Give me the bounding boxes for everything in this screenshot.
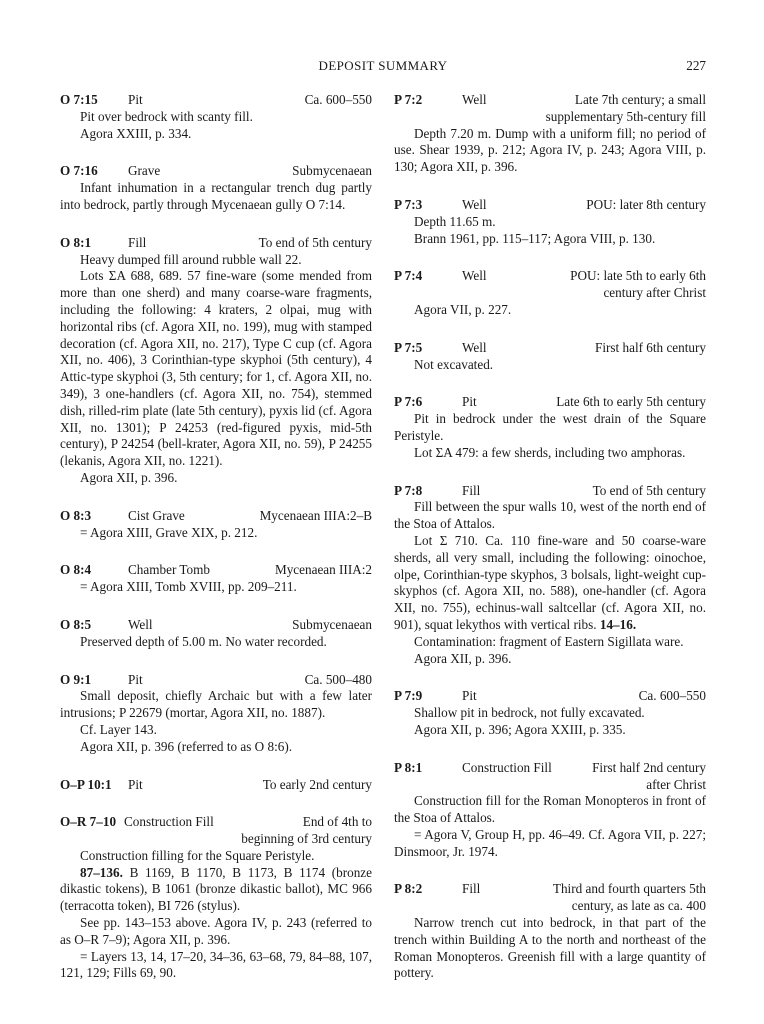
deposit-date: Late 6th to early 5th century [556,394,706,410]
entry-reference: See pp. 143–153 above. Agora IV, p. 243 (referred to as O–R 7–9); Agora XII, p. 396. [60,915,372,947]
entry-text: Pit over bedrock with scanty fill. [80,108,253,124]
deposit-date: Submycenaean [292,616,372,632]
deposit-date: Mycenaean IIIA:2–B [259,507,372,523]
deposit-date: Submycenaean [292,163,372,179]
entry-heading [60,777,372,794]
entry-heading [394,483,706,500]
entry-heading [394,688,706,705]
entry-reference: Agora XII, p. 396; Agora XXIII, p. 335. [414,721,626,737]
entry-heading [394,394,706,411]
deposit-entry [60,562,372,596]
entry-heading [394,881,706,898]
deposit-type: Well [128,616,153,632]
deposit-date: End of 4th to [302,814,372,830]
deposit-type: Pit [128,92,143,107]
entry-reference: Brann 1961, pp. 115–117; Agora VIII, p. 130. [414,230,656,246]
entry-text: Cf. Layer 143. [80,721,157,737]
catalogue-range: 87–136. [80,864,123,880]
entry-text: Fill between the spur walls 10, west of the north end of the Stoa of Attalos. [394,499,706,532]
deposit-entry [60,163,372,213]
deposit-entry [60,92,372,142]
deposit-type: Fill [462,881,481,897]
entry-heading [60,562,372,579]
entry-text: Shallow pit in bedrock, not fully excavated. [414,705,645,721]
deposit-entry [394,92,706,176]
entry-text: Construction fill for the Roman Monopteros in front of the Stoa of Attalos. [394,793,706,826]
deposit-date: Ca. 500–480 [304,671,372,687]
deposit-number: P 7:9 [394,688,423,704]
deposit-date: To early 2nd century [262,776,372,792]
deposit-number: O 7:16 [60,163,98,179]
deposit-date: Late 7th century; a small [574,92,706,107]
entry-text: Not excavated. [414,356,494,372]
deposit-date-continued: beginning of 3rd century [241,831,372,847]
deposit-entry [394,268,706,318]
deposit-number: P 7:6 [394,394,423,410]
deposit-entry [60,777,372,794]
entry-reference: Agora XII, p. 396. [80,469,178,485]
deposit-entry [60,814,372,982]
deposit-date-continued: after Christ [646,776,706,792]
entry-reference: = Layers 13, 14, 17–20, 34–36, 63–68, 79, 84–88, 107, 121, 129; Fills 69, 90. [60,948,372,981]
entry-heading [60,617,372,634]
entry-heading [394,268,706,285]
deposit-date-continued: century after Christ [603,285,706,301]
deposit-number: O 8:3 [60,507,92,523]
entry-text: Lot ΣΑ 479: a few sherds, including two amphoras. [414,444,686,460]
entry-heading [60,235,372,252]
entry-heading [394,92,706,109]
catalogue-range: 14–16. [599,616,637,632]
deposit-number: O 8:1 [60,234,92,250]
deposit-type: Pit [128,776,143,792]
deposit-entry [60,617,372,651]
entry-heading [60,814,372,831]
entry-reference: Agora XII, p. 396 (referred to as O 8:6). [80,738,293,754]
deposit-number: P 7:3 [394,196,423,212]
deposit-number: O–P 10:1 [60,776,112,792]
entry-text: Pit in bedrock under the west drain of the Square Peristyle. [394,411,706,443]
entry-heading [60,163,372,180]
deposit-number: P 7:5 [394,339,423,355]
deposit-number: P 7:8 [394,482,423,498]
deposit-entry [394,340,706,374]
deposit-type: Grave [128,163,161,179]
deposit-entry [60,672,372,756]
deposit-type: Pit [128,671,143,687]
right-column [394,92,706,982]
deposit-type: Well [462,92,487,107]
entry-text-body: Lot Σ 710. Ca. 110 fine-ware and 50 coarse-ware sherds, all very small, including the following: oinochoe, olpe, Corinthian-type skyphos, 3 bolsals, light-weight cup-skyphos (cf. Agora XII, no. 588), one-handler (cf. Agora XII, no. 755), echinus-wall saltcellar (cf. Agora XII, no. 901), squat lekythos with vertical ribs. [394,532,706,632]
deposit-type: Well [462,268,487,284]
deposit-number: O 9:1 [60,671,92,687]
entry-reference: = Agora XIII, Grave XIX, p. 212. [80,524,258,540]
deposit-number: O 8:4 [60,562,92,578]
deposit-date: Ca. 600–550 [304,92,372,107]
deposit-number: O 8:5 [60,616,92,632]
entry-text: Depth 11.65 m. [414,213,496,229]
entry-text-body: B 1169, B 1170, B 1173, B 1174 (bronze dikastic tokens), B 1061 (bronze dikastic ballot), MC 966 (terracotta token), BI 726 (stylus). [60,864,373,914]
entry-text: Heavy dumped fill around rubble wall 22. [80,251,302,267]
deposit-type: Fill [128,234,147,250]
entry-text: Narrow trench cut into bedrock, in that part of the trench within Building A to the north and northeast of the Roman Monopteros. Greenish fill with a large quantity of pottery. [394,915,706,981]
deposit-date: First half 2nd century [592,759,706,775]
entry-text: Infant inhumation in a rectangular trench dug partly into bedrock, partly through Mycenaean gully O 7:14. [60,180,372,212]
deposit-entry [394,483,706,668]
deposit-entry [394,197,706,247]
deposit-number: O–R 7–10 [60,814,117,830]
deposit-entry [60,508,372,542]
deposit-entry [60,235,372,487]
deposit-entry [394,881,706,982]
deposit-number: P 8:1 [394,759,423,775]
deposit-type: Well [462,339,487,355]
deposit-date: To end of 5th century [258,234,372,250]
deposit-date: POU: later 8th century [586,196,706,212]
left-column [60,92,372,982]
entry-text [394,533,706,634]
deposit-number: O 7:15 [60,92,98,107]
entry-heading [394,340,706,357]
deposit-entry [394,760,706,861]
entry-reference: Agora XXIII, p. 334. [80,125,192,141]
entry-text: Contamination: fragment of Eastern Sigillata ware. [414,633,684,649]
entry-text [60,865,372,915]
deposit-type: Chamber Tomb [128,562,210,578]
deposit-date: Mycenaean IIIA:2 [274,562,372,578]
page-header [60,58,706,76]
deposit-entry [394,688,706,738]
entry-reference: Agora VII, p. 227. [414,301,512,317]
deposit-type: Pit [462,688,477,704]
deposit-date-continued: century, as late as ca. 400 [571,898,706,914]
deposit-type: Construction Fill [124,814,214,830]
entry-text: Preserved depth of 5.00 m. No water recorded. [80,633,327,649]
running-title: DEPOSIT SUMMARY [318,58,448,73]
deposit-date: To end of 5th century [592,482,706,498]
entry-heading [60,672,372,689]
deposit-entry [394,394,706,461]
entry-text: Construction filling for the Square Peristyle. [80,847,315,863]
deposit-number: P 7:4 [394,268,423,284]
deposit-date-continued: supplementary 5th-century fill [545,108,706,124]
deposit-date: First half 6th century [595,339,706,355]
entry-heading [60,508,372,525]
entry-reference: = Agora V, Group H, pp. 46–49. Cf. Agora VII, p. 227; Dinsmoor, Jr. 1974. [394,826,706,859]
entry-heading [394,760,706,777]
deposit-type: Well [462,196,487,212]
entry-heading [60,92,372,109]
entry-text: Lots ΣΑ 688, 689. 57 fine-ware (some mended from more than one sherd) and many coarse-ware fragments, including the following: 4 kraters, 2 olpai, mug with horizontal ribs (cf. Agora XII, no. 199), mug with stamped decoration (cf. Agora XII, no. 217), Type C cup (cf. Agora XII, no. 406), 3 Corinthian-type skyphoi (5th century), 4 Attic-type skyphoi (3, 5th century; for 1, cf. Agora XII, no. 349), 3 one-handlers (cf. Agora XII, no. 754), stemmed dish, rilled-rim plate (late 5th century), pyxis lid (cf. Agora XII, no. 1301); P 24253 (red-figured pyxis, mid-5th century), P 24254 (bell-krater, Agora XII, no. 59), P 24255 (lekanis, Agora XII, no. 1221). [60,268,372,469]
deposit-type: Cist Grave [128,507,185,523]
deposit-number: P 8:2 [394,881,423,897]
deposit-date: Third and fourth quarters 5th [552,881,706,897]
deposit-type: Construction Fill [462,759,552,775]
entry-reference: Agora XII, p. 396. [414,650,512,666]
deposit-type: Pit [462,394,477,410]
deposit-date: Ca. 600–550 [638,688,706,704]
entry-text: Small deposit, chiefly Archaic but with a few later intrusions; P 22679 (mortar, Agora XII, no. 1887). [60,688,372,721]
entry-heading [394,197,706,214]
entry-text: Depth 7.20 m. Dump with a uniform fill; no period of use. Shear 1939, p. 212; Agora IV, p. 243; Agora VIII, p. 130; Agora XII, p. 396. [394,125,706,175]
page-number: 227 [686,58,706,73]
deposit-number: P 7:2 [394,92,423,107]
deposit-type: Fill [462,482,481,498]
deposit-date: POU: late 5th to early 6th [570,268,706,284]
entry-reference: = Agora XIII, Tomb XVIII, pp. 209–211. [80,579,297,595]
